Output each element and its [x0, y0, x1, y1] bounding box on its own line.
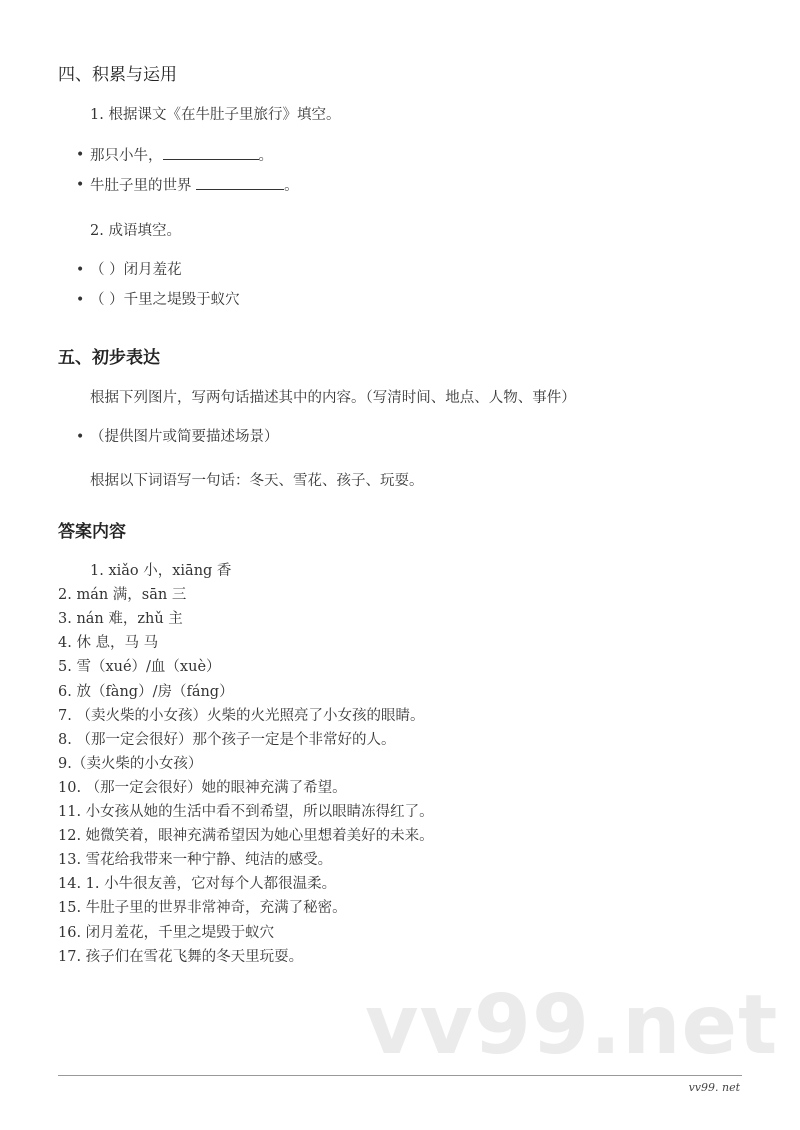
- answer-item: 4. 休 息，马 马: [58, 635, 159, 652]
- fill-blank: [196, 175, 284, 190]
- image-placeholder-text: （提供图片或简要描述场景）: [90, 429, 279, 445]
- footer-divider: [58, 1075, 742, 1076]
- answer-item: 9.（卖火柴的小女孩）: [58, 755, 203, 772]
- question-2-label: 2. 成语填空。: [90, 223, 181, 239]
- prompt-2: 根据以下词语写一句话：冬天、雪花、孩子、玩耍。: [90, 473, 424, 489]
- question-1-label: 1. 根据课文《在牛肚子里旅行》填空。: [90, 107, 341, 123]
- footer-site: vv99. net: [688, 1081, 740, 1094]
- fill-item-1: [90, 145, 273, 166]
- fill-text: 那只小牛，: [90, 148, 163, 164]
- answer-item: 12. 她微笑着，眼神充满希望因为她心里想着美好的未来。: [58, 828, 434, 845]
- bullet-icon: •: [76, 262, 85, 278]
- answer-item: 1. xiǎo 小，xiāng 香: [90, 563, 232, 579]
- answer-item: 14. 1. 小牛很友善，它对每个人都很温柔。: [58, 876, 337, 893]
- idiom-item: （ ）闭月羞花: [90, 262, 182, 278]
- fill-item-2: [90, 175, 299, 196]
- bullet-icon: •: [76, 429, 85, 445]
- prompt-1: 根据下列图片，写两句话描述其中的内容。（写清时间、地点、人物、事件）: [90, 390, 576, 406]
- watermark: vv99.net: [365, 978, 779, 1073]
- answers-title: 答案内容: [58, 522, 126, 542]
- fill-text: 牛肚子里的世界: [90, 178, 197, 194]
- idiom-item: （ ）千里之堤毁于蚁穴: [90, 292, 240, 308]
- answer-item: 15. 牛肚子里的世界非常神奇，充满了秘密。: [58, 900, 347, 917]
- answer-item: 7. （卖火柴的小女孩）火柴的火光照亮了小女孩的眼睛。: [58, 707, 425, 724]
- answer-item: 6. 放（fàng）/房（fáng）: [58, 683, 234, 700]
- answer-item: 2. mán 满，sān 三: [58, 587, 187, 604]
- answer-item: 3. nán 难，zhǔ 主: [58, 611, 183, 628]
- answer-item: 17. 孩子们在雪花飞舞的冬天里玩耍。: [58, 948, 304, 965]
- answer-item: 5. 雪（xué）/血（xuè）: [58, 659, 221, 676]
- answer-item: 13. 雪花给我带来一种宁静、纯洁的感受。: [58, 852, 333, 869]
- answer-item: 16. 闭月羞花，千里之堤毁于蚁穴: [58, 924, 275, 941]
- fill-text-end: 。: [258, 148, 273, 164]
- section-5-title: 五、初步表达: [58, 348, 160, 368]
- fill-text-end: 。: [284, 178, 299, 194]
- answer-item: 8. （那一定会很好）那个孩子一定是个非常好的人。: [58, 731, 396, 748]
- answer-item: 10. （那一定会很好）她的眼神充满了希望。: [58, 779, 347, 796]
- bullet-icon: •: [76, 292, 85, 308]
- bullet-icon: •: [76, 147, 85, 163]
- answer-item: 11. 小女孩从她的生活中看不到希望，所以眼睛冻得红了。: [58, 804, 434, 820]
- bullet-icon: •: [76, 177, 85, 193]
- section-4-title: 四、积累与运用: [58, 65, 177, 85]
- fill-blank: [163, 145, 259, 160]
